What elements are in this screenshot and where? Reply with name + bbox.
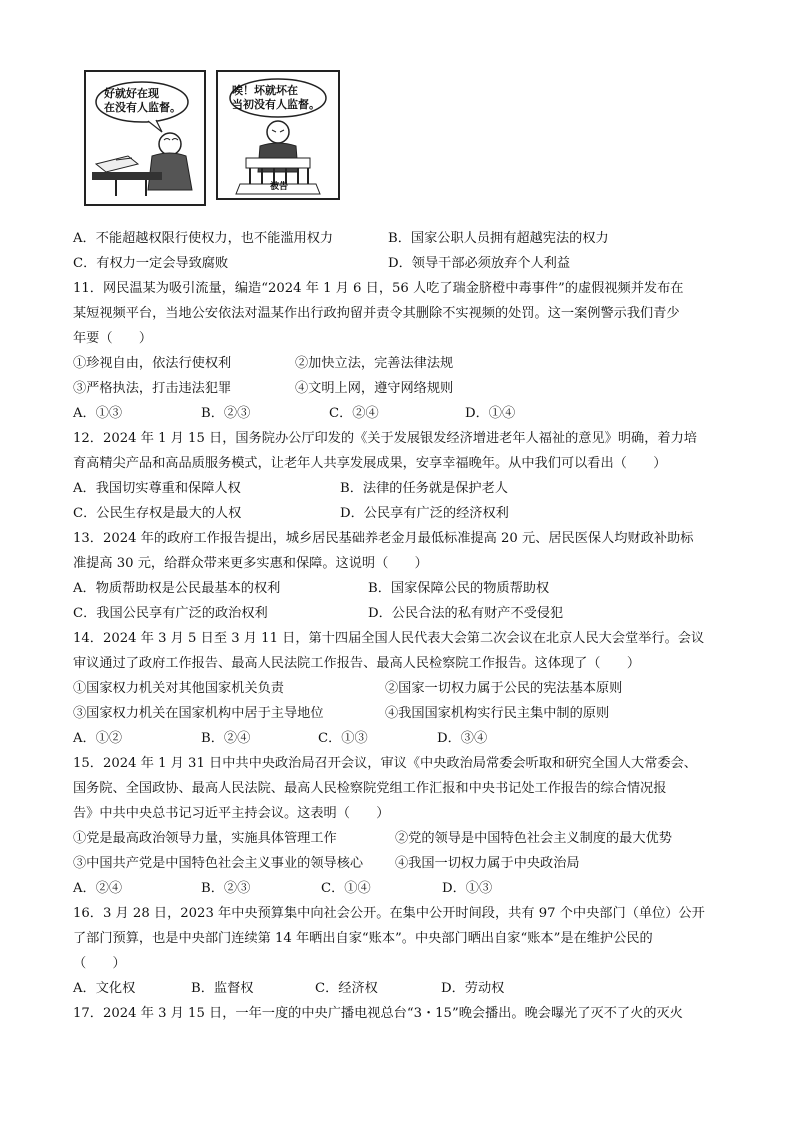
q14-stem-line-2: 审议通过了政府工作报告、最高人民法院工作报告、最高人民检察院工作报告。这体现了（ ） (73, 656, 641, 671)
q11-statement-4: ④文明上网，遵守网络规则 (295, 381, 454, 396)
q11-option-b: B．②③ (201, 406, 251, 421)
q13-options-row-1 (73, 579, 723, 599)
q11-statement-2: ②加快立法，完善法律法规 (295, 356, 454, 371)
q14-stem-line-1: 14．2024 年 3 月 5 日至 3 月 11 日，第十四届全国人民代表大会第二次会议在北京人民大会堂举行。会议 (73, 631, 705, 646)
q12-options-row-2 (73, 504, 723, 524)
q15-statement-1: ①党是最高政治领导力量，实施具体管理工作 (73, 831, 337, 846)
q12-options-row-1 (73, 479, 723, 499)
q14-option-c: C．①③ (318, 731, 368, 746)
q16-stem-line-2: 了部门预算，也是中央部门连续第 14 年晒出自家“账本”。中央部门晒出自家“账本”是在维护公民的 (73, 931, 653, 946)
cartoon-left-speech: 好就好在现 在没有人监督。 (104, 87, 181, 114)
q11-stem-line-2: 某短视频平台，当地公安依法对温某作出行政拘留并责令其删除不实视频的处罚。这一案例警示我们青少 (73, 306, 680, 321)
q10-options-row-2 (73, 254, 723, 274)
q17-stem-line-1: 17．2024 年 3 月 15 日，一年一度的中央广播电视总台“3・15”晚会播出。晚会曝光了灭不了火的灭火 (73, 1006, 683, 1021)
q10-option-a: A．不能超越权限行使权力，也不能滥用权力 (73, 231, 334, 246)
q14-statements-row-1 (73, 679, 723, 699)
q12-stem-line-2: 育高精尖产品和高品质服务模式，让老年人共享发展成果，安享幸福晚年。从中我们可以看出（ ） (73, 456, 667, 471)
q12-option-c: C．公民生存权是最大的人权 (73, 506, 242, 521)
q15-statement-2: ②党的领导是中国特色社会主义制度的最大优势 (395, 831, 672, 846)
dock-label: 被告 (270, 182, 289, 192)
q16-option-a: A．文化权 (73, 981, 136, 996)
q11-stem-line-3: 年要（ ） (73, 331, 153, 346)
q14-statement-1: ①国家权力机关对其他国家机关负责 (73, 681, 284, 696)
q13-stem-line-2: 准提高 30 元，给群众带来更多实惠和保障。这说明（ ） (73, 556, 428, 571)
q14-statement-2: ②国家一切权力属于公民的宪法基本原则 (385, 681, 623, 696)
q14-option-b: B．②④ (201, 731, 251, 746)
q15-option-c: C．①④ (321, 881, 371, 896)
q16-options (73, 979, 723, 999)
q15-stem-line-1: 15．2024 年 1 月 31 日中共中央政治局召开会议，审议《中央政治局常委会听取和研究全国人大常委会、 (73, 756, 697, 771)
q11-statement-3: ③严格执法，打击违法犯罪 (73, 381, 232, 396)
cartoon-illustration (84, 70, 344, 210)
q13-option-a: A．物质帮助权是公民最基本的权利 (73, 581, 281, 596)
q15-option-b: B．②③ (201, 881, 251, 896)
q13-options-row-2 (73, 604, 723, 624)
q14-statement-3: ③国家权力机关在国家机构中居于主导地位 (73, 706, 324, 721)
q15-statement-3: ③中国共产党是中国特色社会主义事业的领导核心 (73, 856, 364, 871)
q16-option-d: D．劳动权 (441, 981, 505, 996)
q11-options (73, 404, 723, 424)
q14-options (73, 729, 723, 749)
q12-option-a: A．我国切实尊重和保障人权 (73, 481, 241, 496)
q14-option-d: D．③④ (437, 731, 488, 746)
q11-statements-row-2 (73, 379, 723, 399)
q14-statement-4: ④我国国家机构实行民主集中制的原则 (385, 706, 610, 721)
q14-statements-row-2 (73, 704, 723, 724)
q15-stem-line-2: 国务院、全国政协、最高人民法院、最高人民检察院党组工作汇报和中央书记处工作报告的综合情况报 (73, 781, 667, 796)
q12-stem-line-1: 12．2024 年 1 月 15 日，国务院办公厅印发的《关于发展银发经济增进老年人福祉的意见》明确，着力培 (73, 431, 697, 446)
q12-option-d: D．公民享有广泛的经济权利 (340, 506, 509, 521)
q15-statement-4: ④我国一切权力属于中央政治局 (395, 856, 580, 871)
cartoon-right-speech: 唉！坏就坏在 当初没有人监督。 (232, 84, 320, 111)
q15-stem-line-3: 告》中共中央总书记习近平主持会议。这表明（ ） (73, 806, 390, 821)
q14-option-a: A．①② (73, 731, 123, 746)
q13-option-d: D．公民合法的私有财产不受侵犯 (368, 606, 564, 621)
q11-statement-1: ①珍视自由，依法行使权利 (73, 356, 232, 371)
q15-statements-row-1 (73, 829, 723, 849)
cartoon-panel-right (216, 70, 340, 200)
cartoon-panel-left (84, 70, 206, 206)
q15-option-d: D．①③ (442, 881, 493, 896)
q11-statements-row-1 (73, 354, 723, 374)
q11-stem-line-1: 11．网民温某为吸引流量，编造“2024 年 1 月 6 日，56 人吃了瑞金脐橙中毒事件”的虚假视频并发布在 (73, 281, 684, 296)
q10-option-d: D．领导干部必须放弃个人利益 (388, 256, 571, 271)
q11-option-a: A．①③ (73, 406, 123, 421)
q10-option-b: B．国家公职人员拥有超越宪法的权力 (388, 231, 609, 246)
q11-option-d: D．①④ (465, 406, 516, 421)
q16-option-c: C．经济权 (315, 981, 378, 996)
q16-option-b: B．监督权 (191, 981, 254, 996)
q16-stem-line-3: （ ） (73, 956, 126, 971)
q13-option-b: B．国家保障公民的物质帮助权 (368, 581, 550, 596)
q13-option-c: C．我国公民享有广泛的政治权利 (73, 606, 268, 621)
q12-option-b: B．法律的任务就是保护老人 (340, 481, 508, 496)
q10-options-row-1 (73, 229, 723, 249)
q15-option-a: A．②④ (73, 881, 123, 896)
q11-option-c: C．②④ (329, 406, 379, 421)
q13-stem-line-1: 13．2024 年的政府工作报告提出，城乡居民基础养老金月最低标准提高 20 元、居民医保人均财政补助标 (73, 531, 694, 546)
q15-statements-row-2 (73, 854, 723, 874)
q15-options (73, 879, 723, 899)
q10-option-c: C．有权力一定会导致腐败 (73, 256, 229, 271)
q16-stem-line-1: 16．3 月 28 日，2023 年中央预算集中向社会公开。在集中公开时间段，共有 97 个中央部门（单位）公开 (73, 906, 705, 921)
